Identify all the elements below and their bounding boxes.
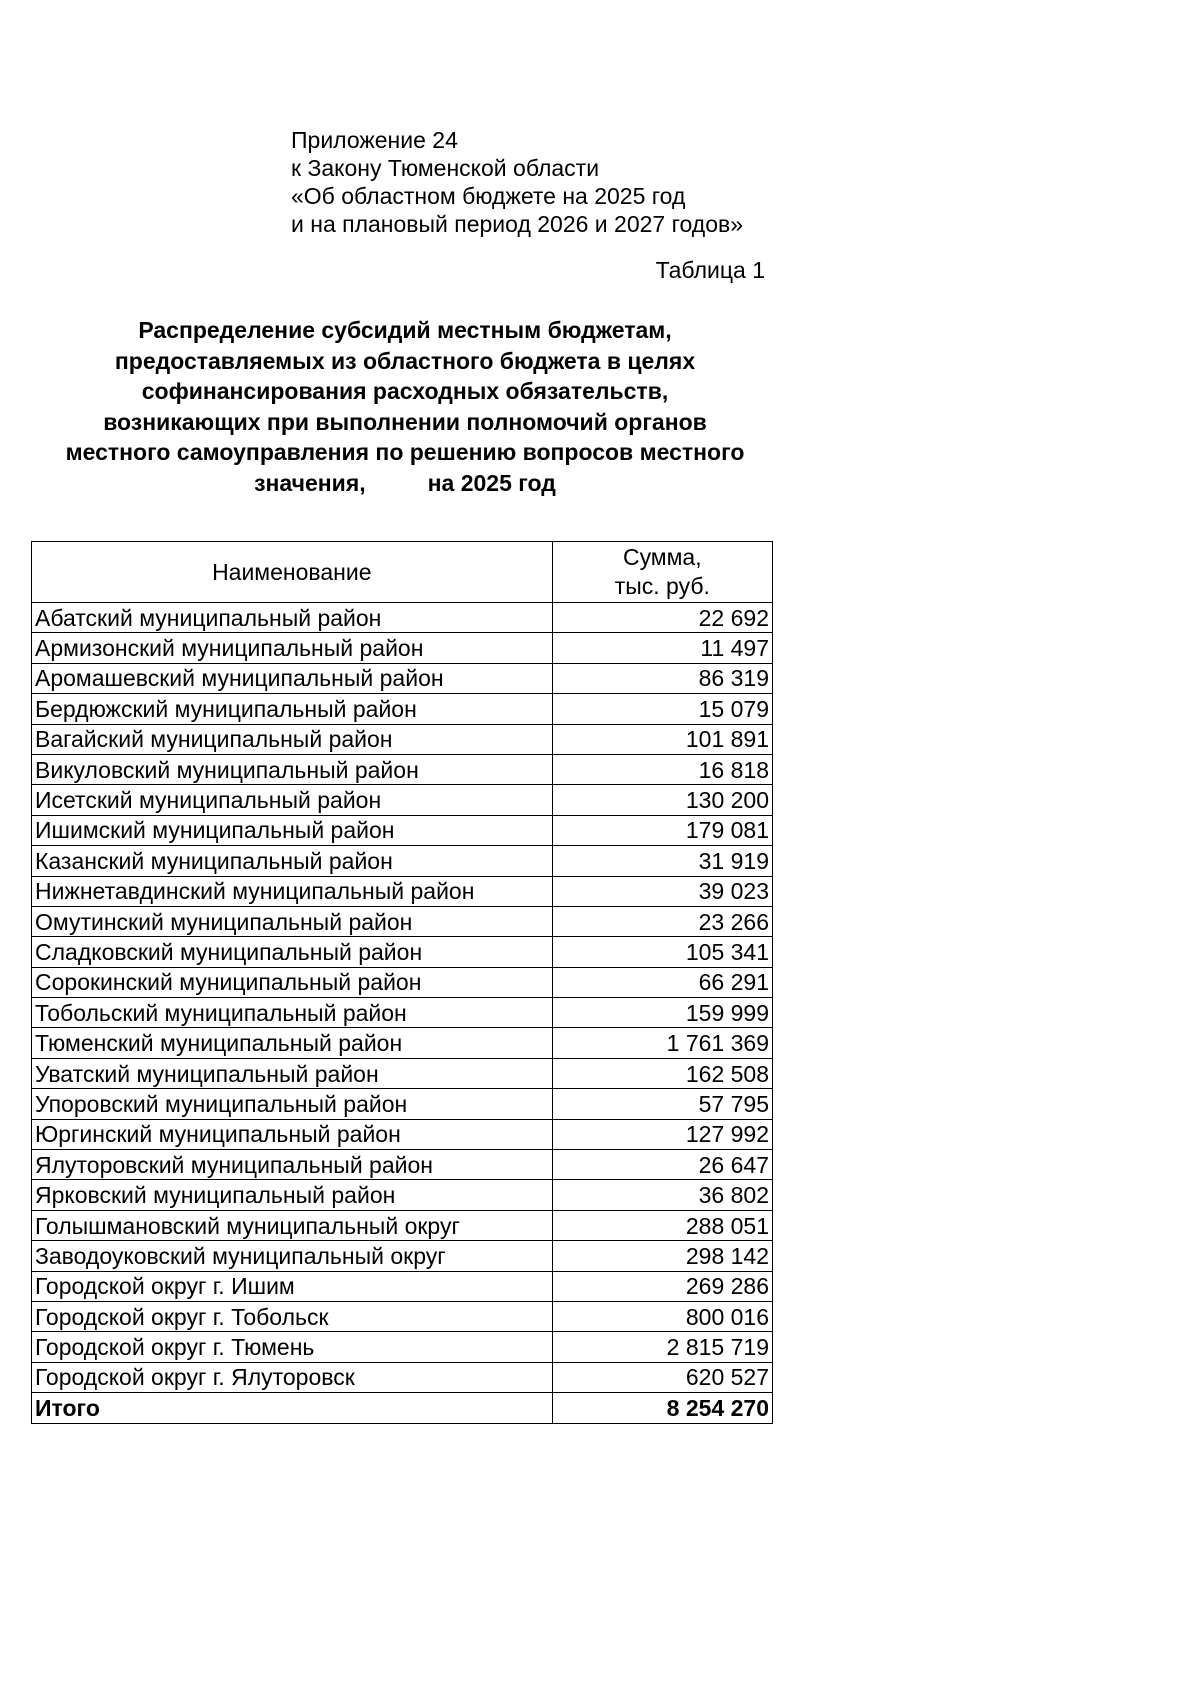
- table-row: [32, 1150, 773, 1180]
- total-sum: 8 254 270: [552, 1393, 772, 1423]
- title-line-6a: значения,: [254, 469, 366, 496]
- table-row: [32, 937, 773, 967]
- row-name: Викуловский муниципальный район: [32, 754, 553, 784]
- header-name: Наименование: [32, 542, 553, 603]
- row-sum: 620 527: [552, 1362, 772, 1392]
- row-sum: 288 051: [552, 1210, 772, 1240]
- title-line-6b: на 2025 год: [427, 469, 556, 496]
- table-row: [32, 785, 773, 815]
- appendix-line-2: к Закону Тюменской области: [291, 155, 600, 181]
- row-name: Городской округ г. Тюмень: [32, 1332, 553, 1362]
- table-number: Таблица 1: [655, 257, 765, 283]
- row-name: Казанский муниципальный район: [32, 846, 553, 876]
- row-sum: 269 286: [552, 1271, 772, 1301]
- table-row: [32, 967, 773, 997]
- table-row: [32, 1271, 773, 1301]
- header-sum-line-2: тыс. руб.: [614, 573, 710, 599]
- table-row: [32, 633, 773, 663]
- header-sum-line-1: Сумма,: [622, 544, 702, 570]
- table-row: [32, 1301, 773, 1331]
- row-sum: 57 795: [552, 1089, 772, 1119]
- row-sum: 800 016: [552, 1301, 772, 1331]
- row-sum: 127 992: [552, 1119, 772, 1149]
- table-row: [32, 906, 773, 936]
- table-row: [32, 1362, 773, 1392]
- row-name: Вагайский муниципальный район: [32, 724, 553, 754]
- row-name: Омутинский муниципальный район: [32, 906, 553, 936]
- row-name: Сорокинский муниципальный район: [32, 967, 553, 997]
- row-sum: 26 647: [552, 1150, 772, 1180]
- row-name: Армизонский муниципальный район: [32, 633, 553, 663]
- table-header-row: [32, 542, 773, 603]
- row-name: Ишимский муниципальный район: [32, 815, 553, 845]
- table-row: [32, 1210, 773, 1240]
- row-name: Уватский муниципальный район: [32, 1058, 553, 1088]
- row-name: Заводоуковский муниципальный округ: [32, 1241, 553, 1271]
- row-sum: 22 692: [552, 603, 772, 633]
- row-sum: 66 291: [552, 967, 772, 997]
- table-row: [32, 846, 773, 876]
- table-row: [32, 815, 773, 845]
- table-row: [32, 998, 773, 1028]
- row-sum: 101 891: [552, 724, 772, 754]
- row-name: Городской округ г. Ишим: [32, 1271, 553, 1301]
- table-row: [32, 603, 773, 633]
- title-line-4: возникающих при выполнении полномочий органов: [103, 408, 707, 435]
- row-name: Тюменский муниципальный район: [32, 1028, 553, 1058]
- subsidy-table: [31, 541, 773, 1424]
- table-row: [32, 876, 773, 906]
- row-name: Городской округ г. Ялуторовск: [32, 1362, 553, 1392]
- row-sum: 16 818: [552, 754, 772, 784]
- row-sum: 179 081: [552, 815, 772, 845]
- table-row: [32, 1089, 773, 1119]
- row-sum: 2 815 719: [552, 1332, 772, 1362]
- row-sum: 162 508: [552, 1058, 772, 1088]
- appendix-line-4: и на плановый период 2026 и 2027 годов»: [291, 211, 743, 237]
- row-name: Сладковский муниципальный район: [32, 937, 553, 967]
- row-name: Юргинский муниципальный район: [32, 1119, 553, 1149]
- row-name: Бердюжский муниципальный район: [32, 694, 553, 724]
- row-sum: 105 341: [552, 937, 772, 967]
- row-name: Ялуторовский муниципальный район: [32, 1150, 553, 1180]
- total-row: [32, 1393, 773, 1423]
- row-name: Ярковский муниципальный район: [32, 1180, 553, 1210]
- title-line-3: софинансирования расходных обязательств,: [141, 378, 669, 404]
- table-row: [32, 754, 773, 784]
- header-sum: [552, 542, 772, 603]
- row-sum: 15 079: [552, 694, 772, 724]
- row-name: Аромашевский муниципальный район: [32, 663, 553, 693]
- title-line-1: Распределение субсидий местным бюджетам,: [138, 317, 672, 343]
- row-sum: 23 266: [552, 906, 772, 936]
- total-label: Итого: [32, 1393, 553, 1423]
- table-row: [32, 1058, 773, 1088]
- document-title: [30, 315, 780, 498]
- row-sum: 11 497: [552, 633, 772, 663]
- title-line-5: местного самоуправления по решению вопросов местного: [65, 439, 745, 465]
- table-row: [32, 1332, 773, 1362]
- table-row: [32, 724, 773, 754]
- appendix-header: [291, 126, 743, 238]
- table-row: [32, 1180, 773, 1210]
- row-sum: 39 023: [552, 876, 772, 906]
- table-row: [32, 663, 773, 693]
- row-sum: 130 200: [552, 785, 772, 815]
- row-name: Городской округ г. Тобольск: [32, 1301, 553, 1331]
- table-row: [32, 1028, 773, 1058]
- appendix-line-1: Приложение 24: [291, 127, 458, 153]
- row-sum: 36 802: [552, 1180, 772, 1210]
- row-name: Голышмановский муниципальный округ: [32, 1210, 553, 1240]
- title-line-6: [30, 468, 780, 499]
- row-name: Упоровский муниципальный район: [32, 1089, 553, 1119]
- title-line-2: предоставляемых из областного бюджета в целях: [114, 347, 696, 374]
- table-row: [32, 1119, 773, 1149]
- row-name: Абатский муниципальный район: [32, 603, 553, 633]
- row-sum: 298 142: [552, 1241, 772, 1271]
- row-name: Исетский муниципальный район: [32, 785, 553, 815]
- row-sum: 86 319: [552, 663, 772, 693]
- row-name: Нижнетавдинский муниципальный район: [32, 876, 553, 906]
- table-row: [32, 694, 773, 724]
- appendix-line-3: «Об областном бюджете на 2025 год: [291, 183, 686, 209]
- row-name: Тобольский муниципальный район: [32, 998, 553, 1028]
- row-sum: 1 761 369: [552, 1028, 772, 1058]
- row-sum: 159 999: [552, 998, 772, 1028]
- row-sum: 31 919: [552, 846, 772, 876]
- table-row: [32, 1241, 773, 1271]
